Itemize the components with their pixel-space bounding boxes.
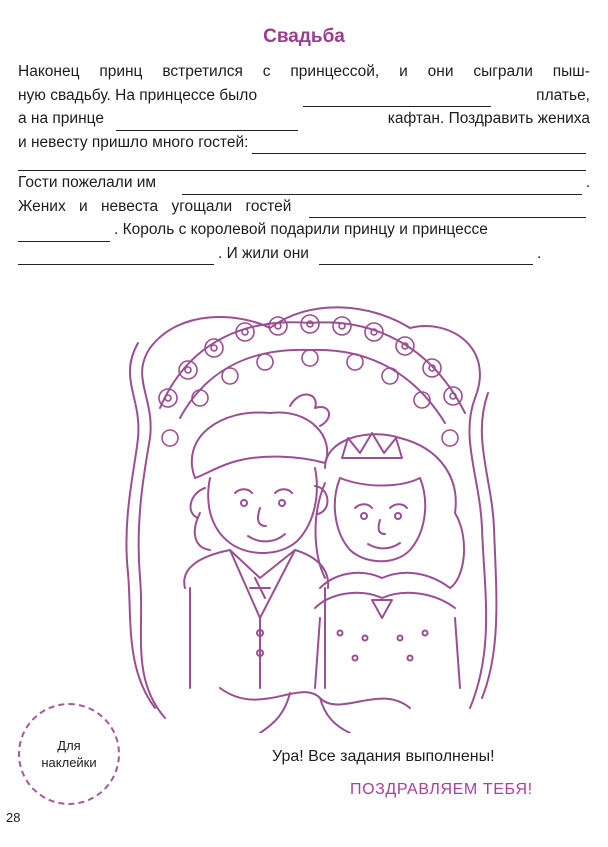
congratulations-text: ПОЗДРАВЛЯЕМ ТЕБЯ! xyxy=(350,781,533,798)
word: принц xyxy=(99,63,143,80)
text-segment: а на принце xyxy=(18,110,104,127)
page-number: 28 xyxy=(6,810,21,825)
text-line-2 xyxy=(18,84,590,108)
text-segment: кафтан. Поздравить жениха xyxy=(387,110,590,127)
text-segment: Гости пожелали им xyxy=(18,174,157,191)
text-line-5 xyxy=(18,154,590,171)
caftan-blank[interactable] xyxy=(116,114,298,131)
prince-drawing-icon xyxy=(184,394,329,688)
treats-blank-2[interactable] xyxy=(18,225,110,242)
period: . xyxy=(536,244,542,262)
word: Наконец xyxy=(18,63,80,80)
word: пыш- xyxy=(552,63,590,80)
sticker-placeholder[interactable] xyxy=(18,703,120,805)
word: они xyxy=(427,63,454,80)
guests-blank-1[interactable] xyxy=(252,137,586,154)
word: и xyxy=(399,63,408,80)
sticker-label: Для наклейки xyxy=(41,738,97,770)
page-title: Свадьба xyxy=(263,26,345,47)
dress-blank[interactable] xyxy=(303,90,491,107)
text-line-8 xyxy=(18,218,590,242)
word: сыграли xyxy=(473,63,533,80)
text-line-3 xyxy=(18,107,590,131)
princess-drawing-icon xyxy=(315,433,464,688)
text-segment: Жених и невеста угощали гостей xyxy=(18,197,292,215)
word: встретился xyxy=(162,63,243,80)
guests-blank-2[interactable] xyxy=(18,154,586,171)
treats-blank[interactable] xyxy=(309,201,586,218)
word: принцессой, xyxy=(290,63,380,80)
completion-text: Ура! Все задания выполнены! xyxy=(272,748,495,765)
word: с xyxy=(262,63,271,80)
lived-blank[interactable] xyxy=(319,248,533,265)
text-line-1 xyxy=(18,60,590,84)
text-line-7 xyxy=(18,195,590,219)
text-line-4 xyxy=(18,131,590,155)
flower-arch-icon xyxy=(160,322,465,413)
text-segment: ную свадьбу. На принцессе было xyxy=(18,86,258,104)
gift-blank[interactable] xyxy=(18,248,214,265)
text-segment: платье, xyxy=(536,86,590,104)
wedding-illustration xyxy=(110,288,510,733)
wishes-blank[interactable] xyxy=(182,178,582,195)
text-segment: . Король с королевой подарили принцу и принцессе xyxy=(114,221,488,238)
text-line-9 xyxy=(18,242,590,266)
text-segment: . И жили они xyxy=(218,244,309,262)
period: . xyxy=(585,174,590,191)
text-segment: и невесту пришло много гостей: xyxy=(18,133,249,151)
text-line-6 xyxy=(18,171,590,195)
story-text xyxy=(18,60,590,265)
